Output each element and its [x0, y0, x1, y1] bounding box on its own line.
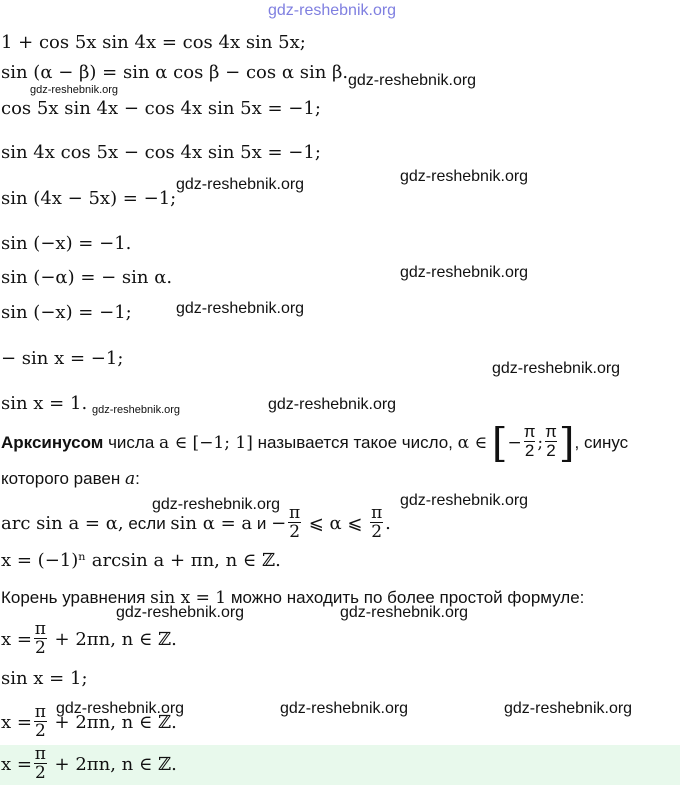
- watermark: gdz-reshebnik.org: [340, 604, 469, 621]
- watermark: gdz-reshebnik.org: [400, 168, 529, 185]
- sinx-equals-one: sin x = 1;: [1, 668, 88, 689]
- equation-line-4: sin 4x cos 5x − cos 4x sin 5x = −1;: [1, 142, 321, 163]
- watermark: gdz-reshebnik.org: [56, 700, 185, 717]
- equation-line-3: cos 5x sin 4x − cos 4x sin 5x = −1;: [1, 98, 321, 119]
- fraction-pi-over-2: $\frac{\pi}{2}$: [545, 422, 557, 461]
- equation-line-8: sin (−x) = −1;: [1, 302, 132, 323]
- watermark: gdz-reshebnik.org: [268, 396, 397, 413]
- fraction-pi-over-2: $\frac{\pi}{2}$: [371, 502, 383, 542]
- watermark: gdz-reshebnik.org: [176, 176, 305, 193]
- equation-line-1: 1 + cos 5x sin 4x = cos 4x sin 5x;: [1, 32, 306, 53]
- identity-odd-sine: sin (−α) = − sin α.: [1, 267, 173, 288]
- equation-line-6: sin (−x) = −1.: [1, 233, 132, 254]
- fraction-pi-over-2: $\frac{\pi}{2}$: [523, 422, 536, 461]
- watermark: gdz-reshebnik.org: [504, 700, 633, 717]
- answer-formula: x = $\frac{\pi}{2}$ + 2πn, n ∈ ℤ.: [1, 743, 177, 783]
- identity-sine-difference: sin (α − β) = sin α cos β − cos α sin β.: [1, 62, 349, 83]
- watermark: gdz-reshebnik.org: [30, 84, 119, 96]
- fraction-pi-over-2: $\frac{\pi}{2}$: [34, 743, 46, 783]
- equation-line-10: sin x = 1.: [1, 393, 88, 414]
- root-simple-formula-text: Корень уравнения sin x = 1 можно находить по более простой формуле:: [1, 588, 585, 608]
- arcsin-definition: Арксинусом числа a ∈ [−1; 1] называется такое число, α ∈ [− $\frac{\pi}{2}$ ; $\frac{\pi}{2}$ ], синус: [1, 420, 629, 467]
- watermark: gdz-reshebnik.org: [176, 300, 305, 317]
- watermark: gdz-reshebnik.org: [348, 72, 477, 89]
- watermark: gdz-reshebnik.org: [152, 496, 281, 513]
- simple-formula: x = $\frac{\pi}{2}$ + 2πn, n ∈ ℤ.: [1, 618, 177, 658]
- fraction-pi-over-2: $\frac{\pi}{2}$: [34, 701, 46, 741]
- fraction-pi-over-2: $\frac{\pi}{2}$: [34, 618, 46, 658]
- watermark: gdz-reshebnik.org: [92, 404, 181, 416]
- definition-term: Арксинусом: [1, 433, 104, 452]
- watermark: gdz-reshebnik.org: [400, 264, 529, 281]
- watermark-top: gdz-reshebnik.org: [268, 2, 397, 19]
- watermark: gdz-reshebnik.org: [400, 492, 529, 509]
- watermark: gdz-reshebnik.org: [492, 360, 621, 377]
- watermark: gdz-reshebnik.org: [280, 700, 409, 717]
- definition-continuation: которого равен a:: [1, 469, 140, 489]
- fraction-pi-over-2: $\frac{\pi}{2}$: [289, 502, 301, 542]
- solution-formula: x = $\frac{\pi}{2}$ + 2πn, n ∈ ℤ.: [1, 701, 177, 741]
- equation-line-5: sin (4x − 5x) = −1;: [1, 188, 177, 209]
- arcsin-condition: arc sin a = α, если sin α = a и − $\frac{\pi}{2}$ ⩽ α ⩽ $\frac{\pi}{2}$ .: [1, 502, 391, 542]
- watermark: gdz-reshebnik.org: [116, 604, 245, 621]
- equation-line-9: − sin x = −1;: [1, 348, 124, 369]
- arcsin-general-formula: x = (−1)ⁿ arcsin a + πn, n ∈ ℤ.: [1, 550, 281, 571]
